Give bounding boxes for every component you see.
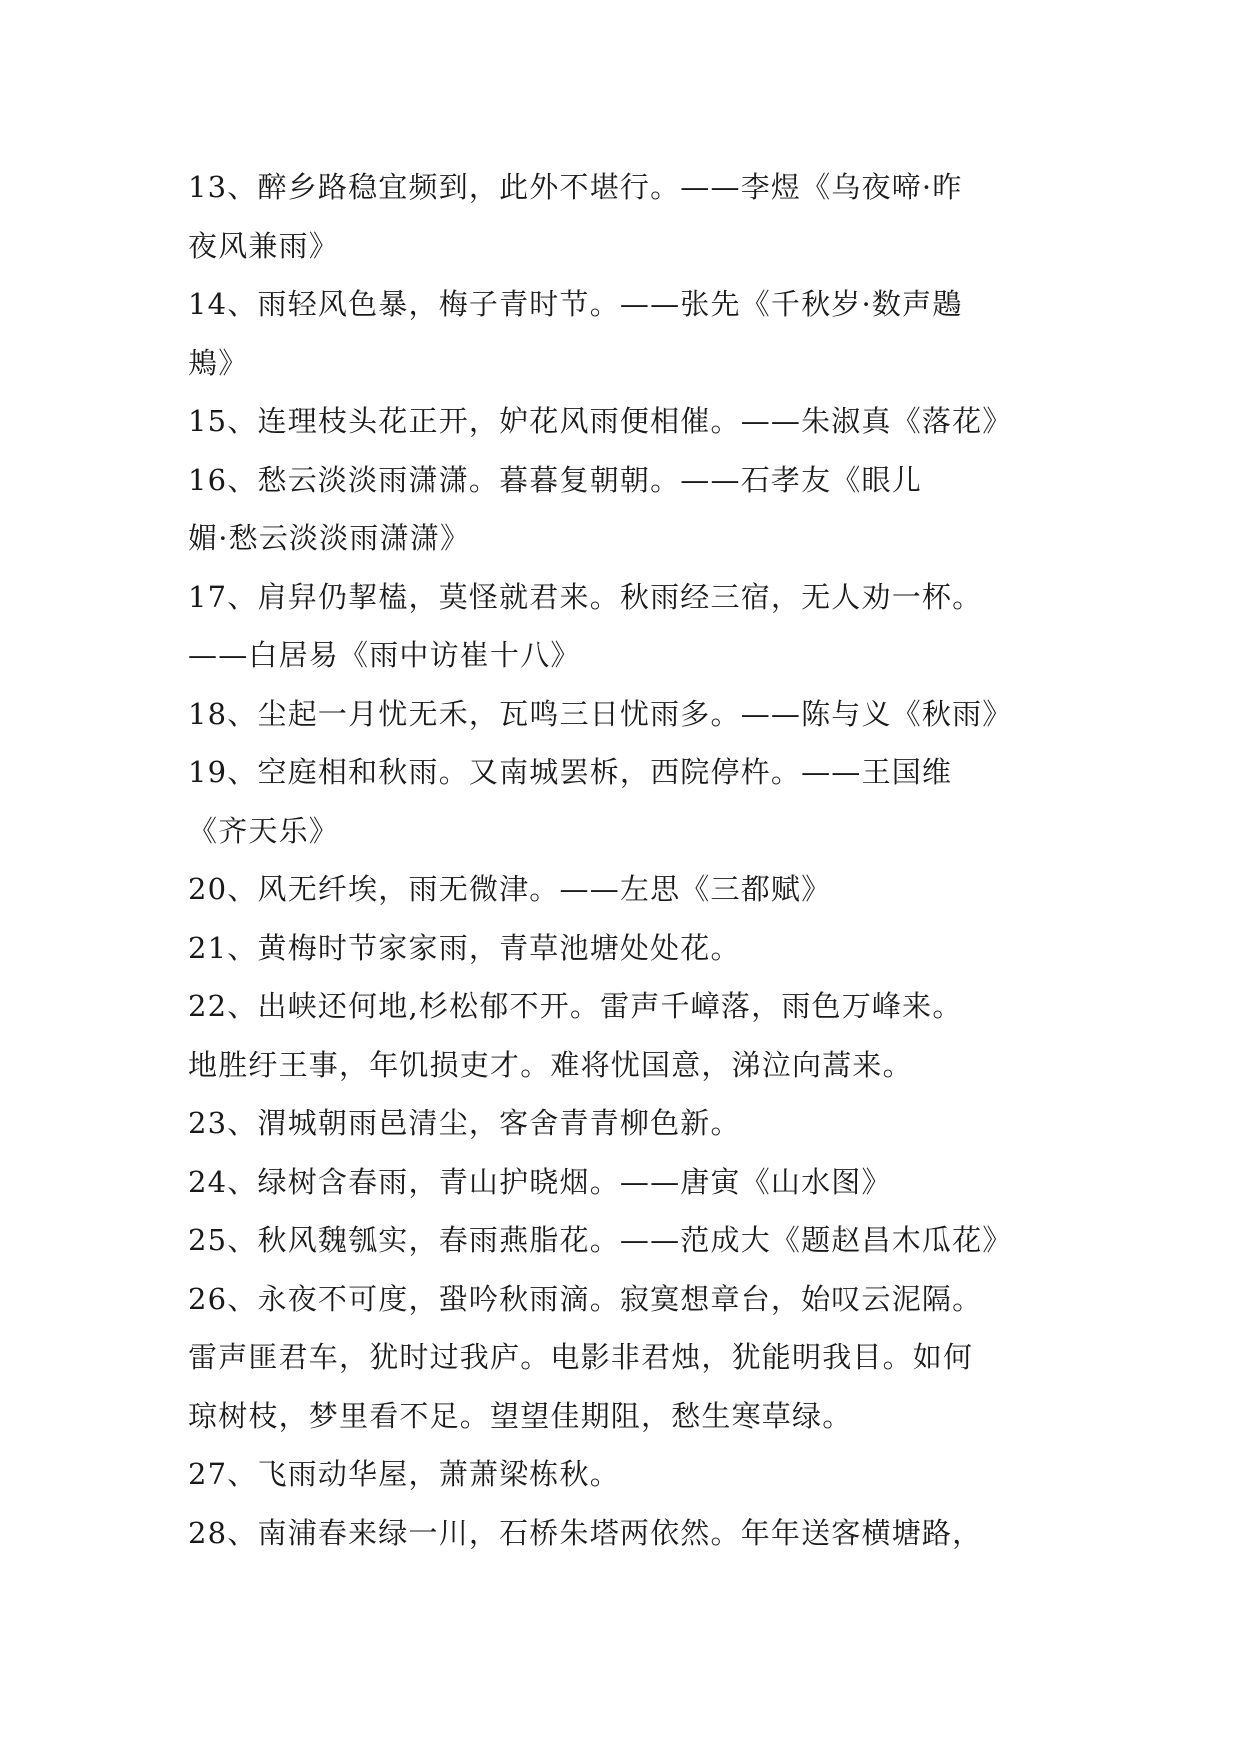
text-line: 24、绿树含春雨，青山护晓烟。——唐寅《山水图》 <box>188 1164 892 1199</box>
text-line: 20、风无纤埃，雨无微津。——左思《三都赋》 <box>188 872 832 906</box>
text-line: 媚·愁云淡淡雨潇潇》 <box>188 521 471 555</box>
text-line: 16、愁云淡淡雨潇潇。暮暮复朝朝。——石孝友《眼儿 <box>188 462 922 497</box>
text-line: ——白居易《雨中访崔十八》 <box>188 638 581 672</box>
text-line: 23、渭城朝雨邑清尘，客舍青青柳色新。 <box>188 1106 741 1140</box>
text-line: 《齐天乐》 <box>188 813 340 848</box>
text-line: 28、南浦春来绿一川，石桥朱塔两依然。年年送客横塘路， <box>188 1515 983 1550</box>
text-line: 琼树枝，梦里看不足。望望佳期阻，愁生寒草绿。 <box>188 1398 853 1433</box>
poem-list <box>188 158 1058 1562</box>
text-line: 18、尘起一月忧无禾，瓦鸣三日忧雨多。——陈与义《秋雨》 <box>188 696 1013 731</box>
text-line: 17、肩舁仍挈榼，莫怪就君来。秋雨经三宿，无人劝一杯。 <box>188 579 983 614</box>
text-line: 27、飞雨动华屋，萧萧梁栋秋。 <box>188 1457 620 1491</box>
text-line: 21、黄梅时节家家雨，青草池塘处处花。 <box>188 930 741 965</box>
text-line: 25、秋风魏瓠实，春雨燕脂花。——范成大《题赵昌木瓜花》 <box>188 1223 1013 1257</box>
text-line: 鴂》 <box>188 345 249 380</box>
text-line: 雷声匪君车，犹时过我庐。电影非君烛，犹能明我目。如何 <box>188 1340 974 1374</box>
text-line: 13、醉乡路稳宜频到，此外不堪行。——李煜《乌夜啼·昨 <box>188 170 963 204</box>
text-line: 15、连理枝头花正开，妒花风雨便相催。——朱淑真《落花》 <box>188 404 1013 438</box>
text-line: 19、空庭相和秋雨。又南城罢柝，西院停杵。——王国维 <box>188 755 953 789</box>
text-line: 22、出峡还何地,杉松郁不开。雷声千嶂落，雨色万峰来。 <box>188 989 963 1023</box>
text-line: 地胜纡王事，年饥损吏才。难将忧国意，涕泣向蒿来。 <box>188 1047 913 1082</box>
text-line: 14、雨轻风色暴，梅子青时节。——张先《千秋岁·数声鶗 <box>188 287 963 321</box>
text-line: 夜风兼雨》 <box>188 228 340 263</box>
text-line: 26、永夜不可度，蛩吟秋雨滴。寂寞想章台，始叹云泥隔。 <box>188 1281 983 1316</box>
